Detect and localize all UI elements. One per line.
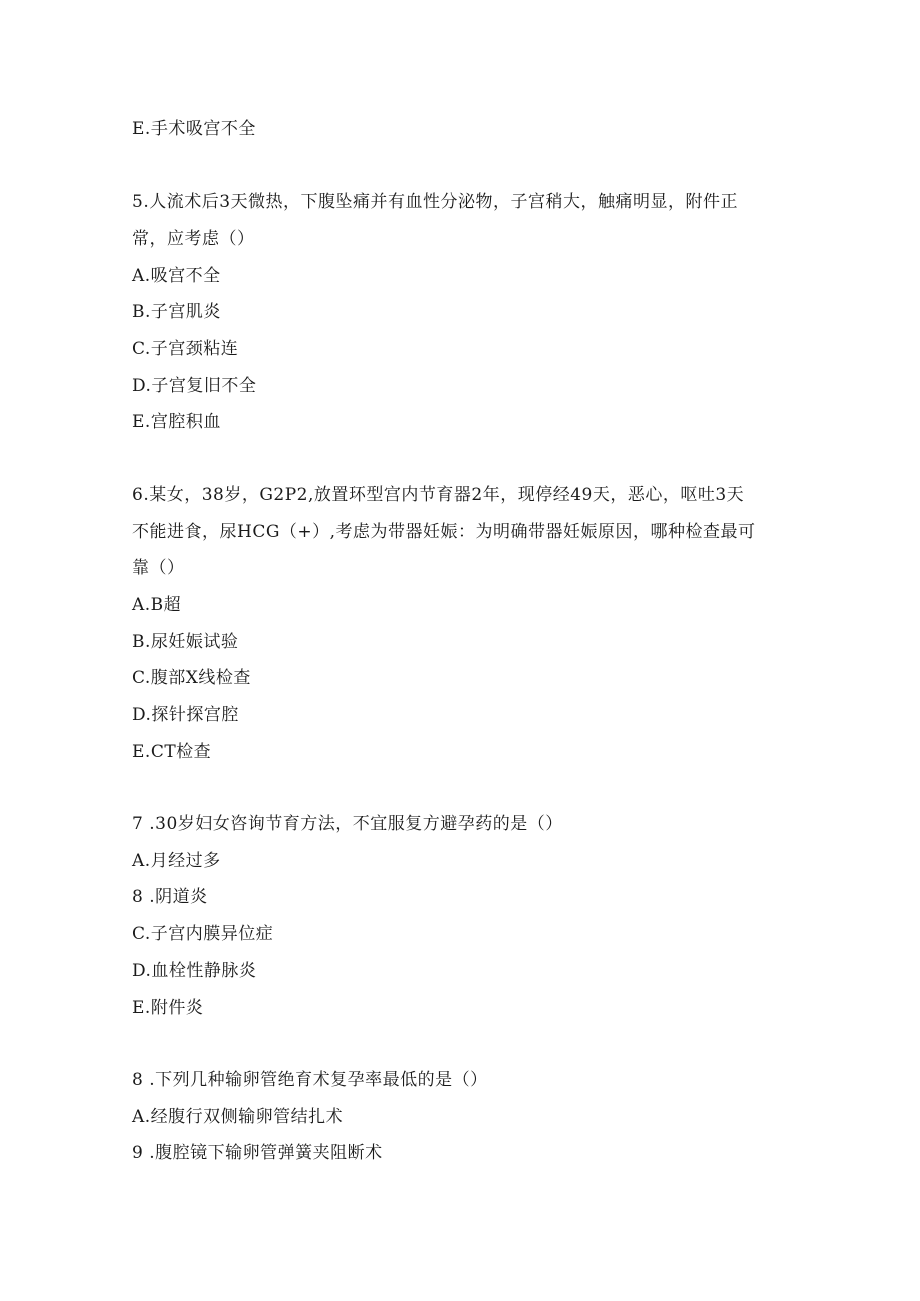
question-5-option-e: E.宫腔积血	[132, 412, 221, 432]
question-8-text: 8 .下列几种输卵管绝育术复孕率最低的是（）	[132, 1070, 488, 1090]
question-6-option-a: A.B超	[132, 595, 182, 615]
question-7-text: 7 .30岁妇女咨询节育方法，不宜服复方避孕药的是（）	[132, 814, 563, 834]
question-5-text: 5.人流术后3天微热，下腹坠痛并有血性分泌物，子宫稍大，触痛明显，附件正	[132, 192, 739, 212]
question-7-option-b: 8 .阴道炎	[132, 887, 208, 907]
question-7-option-d: D.血栓性静脉炎	[132, 961, 257, 981]
question-6-option-d: D.探针探宫腔	[132, 705, 239, 725]
question-8-option-b: 9 .腹腔镜下输卵管弹簧夹阻断术	[132, 1143, 383, 1163]
question-8-option-a: A.经腹行双侧输卵管结扎术	[132, 1107, 344, 1127]
question-6-text-end: 靠（）	[132, 558, 185, 578]
question-5-option-c: C.子宫颈粘连	[132, 339, 239, 359]
question-6-option-c: C.腹部X线检查	[132, 668, 251, 688]
question-5-option-d: D.子宫复旧不全	[132, 376, 257, 396]
question-5-text-continued: 常，应考虑（）	[132, 229, 255, 249]
question-6-option-e: E.CT检查	[132, 742, 212, 762]
question-5-option-a: A.吸宫不全	[132, 266, 221, 286]
question-7-option-a: A.月经过多	[132, 851, 221, 871]
question-5-option-b: B.子宫肌炎	[132, 302, 221, 322]
question-6-option-b: B.尿妊娠试验	[132, 632, 239, 652]
question-7-option-e: E.附件炎	[132, 998, 204, 1018]
question-7-option-c: C.子宫内膜异位症	[132, 924, 274, 944]
question-6-text-continued: 不能进食，尿HCG（+）,考虑为带器妊娠：为明确带器妊娠原因，哪种检查最可	[132, 522, 756, 542]
answer-option-e: E.手术吸宫不全	[132, 119, 256, 139]
question-6-text: 6.某女，38岁，G2P2,放置环型宫内节育器2年，现停经49天，恶心，呕吐3天	[132, 485, 745, 505]
